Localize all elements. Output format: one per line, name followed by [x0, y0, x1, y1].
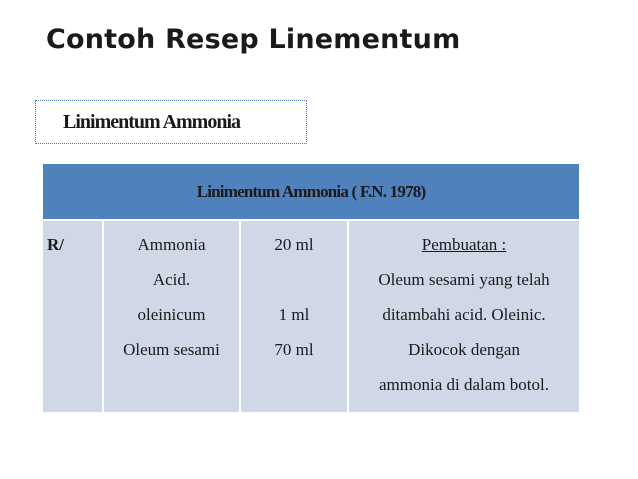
ingredient-item: Ammonia [137, 235, 206, 254]
rx-mark: R/ [47, 235, 64, 254]
method-line: Oleum sesami yang telah [378, 270, 550, 289]
slide-title: Contoh Resep Linementum [46, 24, 461, 55]
table-header-row [43, 164, 579, 220]
amounts-cell [240, 220, 348, 412]
ingredients-cell [103, 220, 240, 412]
ingredient-item: Oleum sesami [123, 340, 220, 359]
method-line: ditambahi acid. Oleinic. [382, 305, 546, 324]
subtitle-box [35, 100, 307, 144]
slide-subtitle: Linimentum Ammonia [63, 111, 241, 133]
ingredient-item: oleinicum [137, 305, 206, 324]
amount-item: 70 ml [274, 340, 314, 359]
ingredient-item: Acid. [152, 270, 191, 289]
method-cell [348, 220, 579, 412]
table-header: Linimentum Ammonia ( F.N. 1978) [43, 164, 579, 220]
recipe-table [43, 164, 579, 412]
method-line: Dikocok dengan [408, 340, 520, 359]
table-row [43, 220, 579, 412]
amount-item: 1 ml [278, 305, 310, 324]
rx-cell [43, 220, 103, 412]
method-title: Pembuatan : [421, 235, 507, 254]
method-line: ammonia di dalam botol. [379, 375, 549, 394]
amount-item: 20 ml [274, 235, 314, 254]
amount-item [241, 266, 347, 301]
